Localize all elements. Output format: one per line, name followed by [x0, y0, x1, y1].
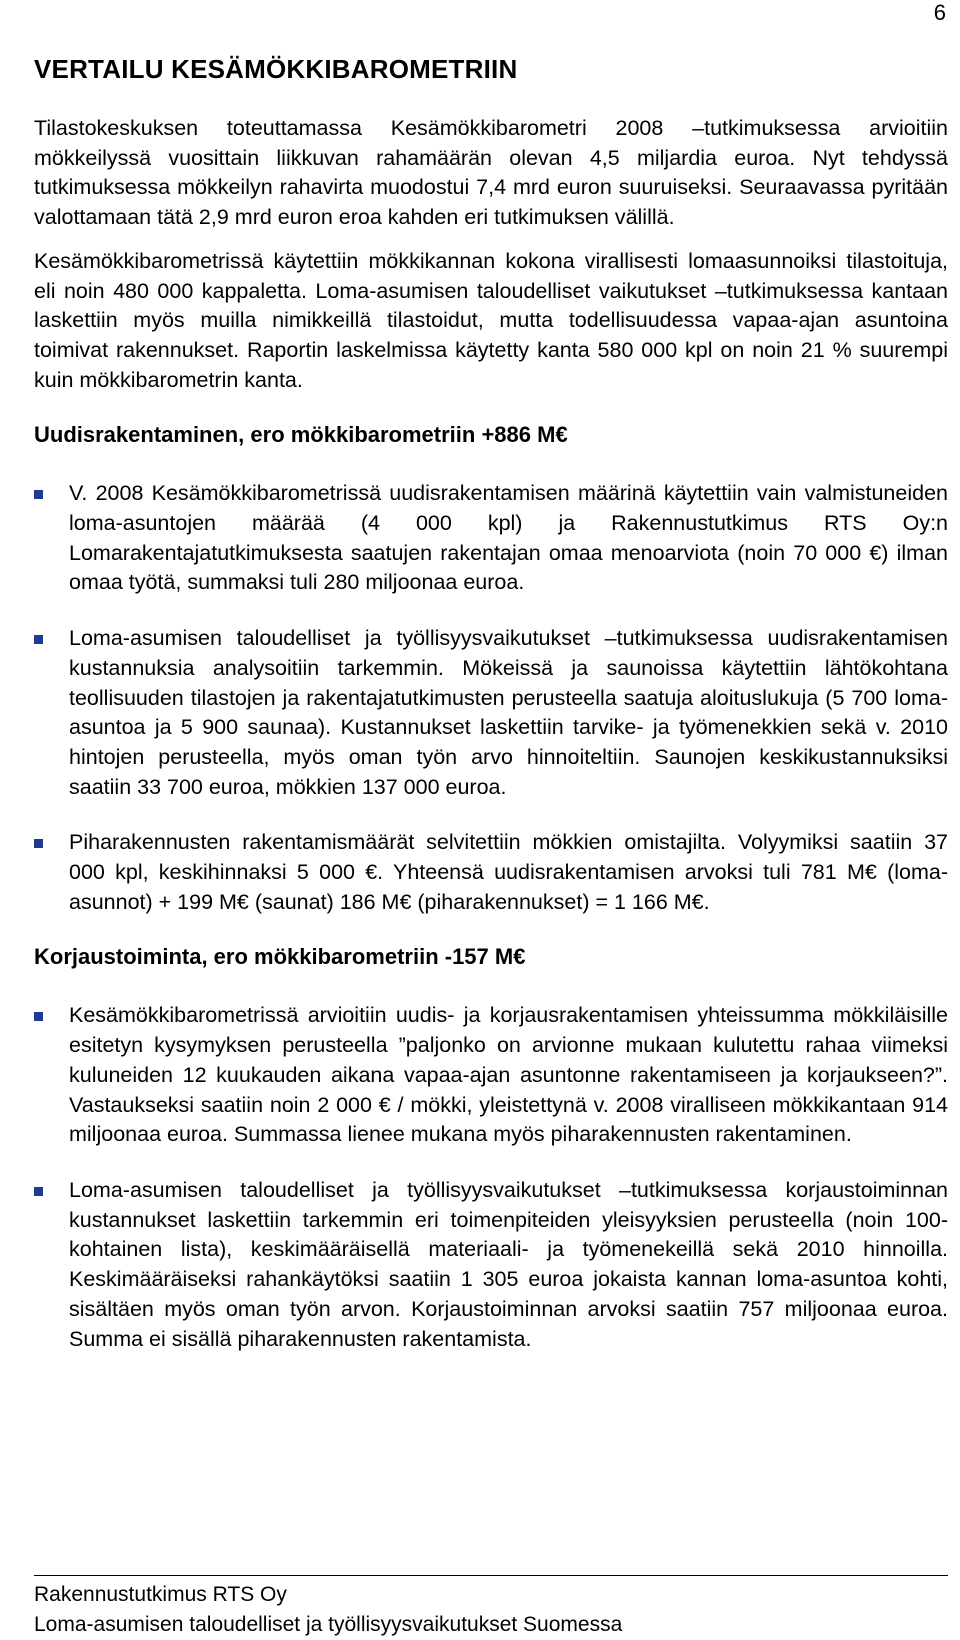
list-item-text: Piharakennusten rakentamismäärät selvitettiin mökkien omistajilta. Volyymiksi saatiin 37 000 kpl, keskihinnaksi 5 000 €. Yhteensä uudisrakentamisen arvoksi tuli 781 M€ (loma-asunnot) + 199 M€ (saunat) 186 M€ (piharakennukset) = 1 166 M€.: [69, 830, 948, 914]
list-item: [34, 624, 948, 802]
list-item-text: Kesämökkibarometrissä arvioitiin uudis- ja korjausrakentamisen yhteissumma mökkiläisille esitetyn kysymyksen perusteella ”paljonko on arvionne mukaan kulutettu rahaa viimeksi kuluneiden 12 kuukauden aikana vapaa-ajan asuntonne rakentamiseen ja korjaukseen?”. Vastaukseksi saatiin noin 2 000 € / mökki, yleistettynä v. 2008 viralliseen mökkikantaan 914 miljoonaa euroa. Summassa lienee mukana myös piharakennusten rakentaminen.: [69, 1003, 948, 1147]
square-bullet-icon: [34, 635, 43, 644]
list-item-text: Loma-asumisen taloudelliset ja työllisyysvaikutukset –tutkimuksessa korjaustoiminnan kustannukset laskettiin tarkemmin eri toimenpiteiden yleisyyksien perusteella (noin 100-kohtainen lista), keskimääräisellä materiaali- ja työmenekeillä sekä 2010 hinnoilla. Keskimääräiseksi rahankäytöksi saatiin 1 305 euroa jokaista kannan loma-asuntoa kohti, sisältäen myös oman työn arvon. Korjaustoiminnan arvoksi saatiin 757 miljoonaa euroa. Summa ei sisällä piharakennusten rakentamista.: [69, 1177, 948, 1351]
list-item: [34, 1176, 948, 1354]
page-number: 6: [933, 0, 946, 25]
section-heading: Korjaustoiminta, ero mökkibarometriin -157 M€: [34, 944, 526, 970]
footer-publisher: Rakennustutkimus RTS Oy: [34, 1583, 287, 1606]
section-korjaustoiminta: [34, 944, 948, 1354]
intro-paragraph: Kesämökkibarometrissä käytettiin mökkikannan kokona virallisesti lomaasunnoiksi tilastoituja, eli noin 480 000 kappaletta. Loma-asumisen taloudelliset vaikutukset –tutkimuksessa kantaan laskettiin myös muilla nimikkeillä tilastoidut, mutta todellisuudessa vapaa-ajan asuntoina toimivat rakennukset. Raportin laskelmissa käytetty kanta 580 000 kpl on noin 21 % suurempi kuin mökkibarometrin kanta.: [34, 248, 948, 392]
square-bullet-icon: [34, 1012, 43, 1021]
list-item-text: Loma-asumisen taloudelliset ja työllisyysvaikutukset –tutkimuksessa uudisrakentamisen kustannuksia analysoitiin tarkemmin. Mökeissä ja saunoissa käytettiin lähtökohtana teollisuuden tilastojen ja rakentajatutkimusten perusteella saatuja aloituslukuja (5 700 loma-asuntoa ja 5 900 saunaa). Kustannukset laskettiin tarvike- ja työmenekkien sekä v. 2010 hintojen perusteella, myös oman työn arvo hinnoiteltiin. Saunojen keskikustannuksiksi saatiin 33 700 euroa, mökkien 137 000 euroa.: [69, 626, 948, 799]
footer-report-title: Loma-asumisen taloudelliset ja työllisyysvaikutukset Suomessa: [34, 1613, 623, 1636]
square-bullet-icon: [34, 490, 43, 499]
list-item: [34, 1001, 948, 1150]
list-item: [34, 828, 948, 917]
page-content: [34, 54, 948, 1380]
intro-paragraph: Tilastokeskuksen toteuttamassa Kesämökkibarometri 2008 –tutkimuksessa arvioitiin mökkeilyssä vuosittain liikkuvan rahamäärän olevan 4,5 miljardia euroa. Nyt tehdyssä tutkimuksessa mökkeilyn rahavirta muodostui 7,4 mrd euron suuruiseksi. Seuraavassa pyritään valottamaan tätä 2,9 mrd euron eroa kahden eri tutkimuksen välillä.: [34, 116, 948, 230]
list-item-text: V. 2008 Kesämökkibarometrissä uudisrakentamisen määrinä käytettiin vain valmistuneiden loma-asuntojen määrää (4 000 kpl) ja Rakennustutkimus RTS Oy:n Lomarakentajatutkimuksesta saatujen rakentajan omaa menoarviota (noin 70 000 €) ilman omaa työtä, summaksi tuli 280 miljoonaa euroa.: [69, 481, 948, 595]
square-bullet-icon: [34, 839, 43, 848]
square-bullet-icon: [34, 1187, 43, 1196]
section-uudisrakentaminen: [34, 422, 948, 917]
list-item: [34, 479, 948, 598]
page-title: VERTAILU KESÄMÖKKIBAROMETRIIN: [34, 54, 518, 84]
section-heading: Uudisrakentaminen, ero mökkibarometriin +886 M€: [34, 422, 568, 448]
page-footer: [34, 1575, 948, 1640]
